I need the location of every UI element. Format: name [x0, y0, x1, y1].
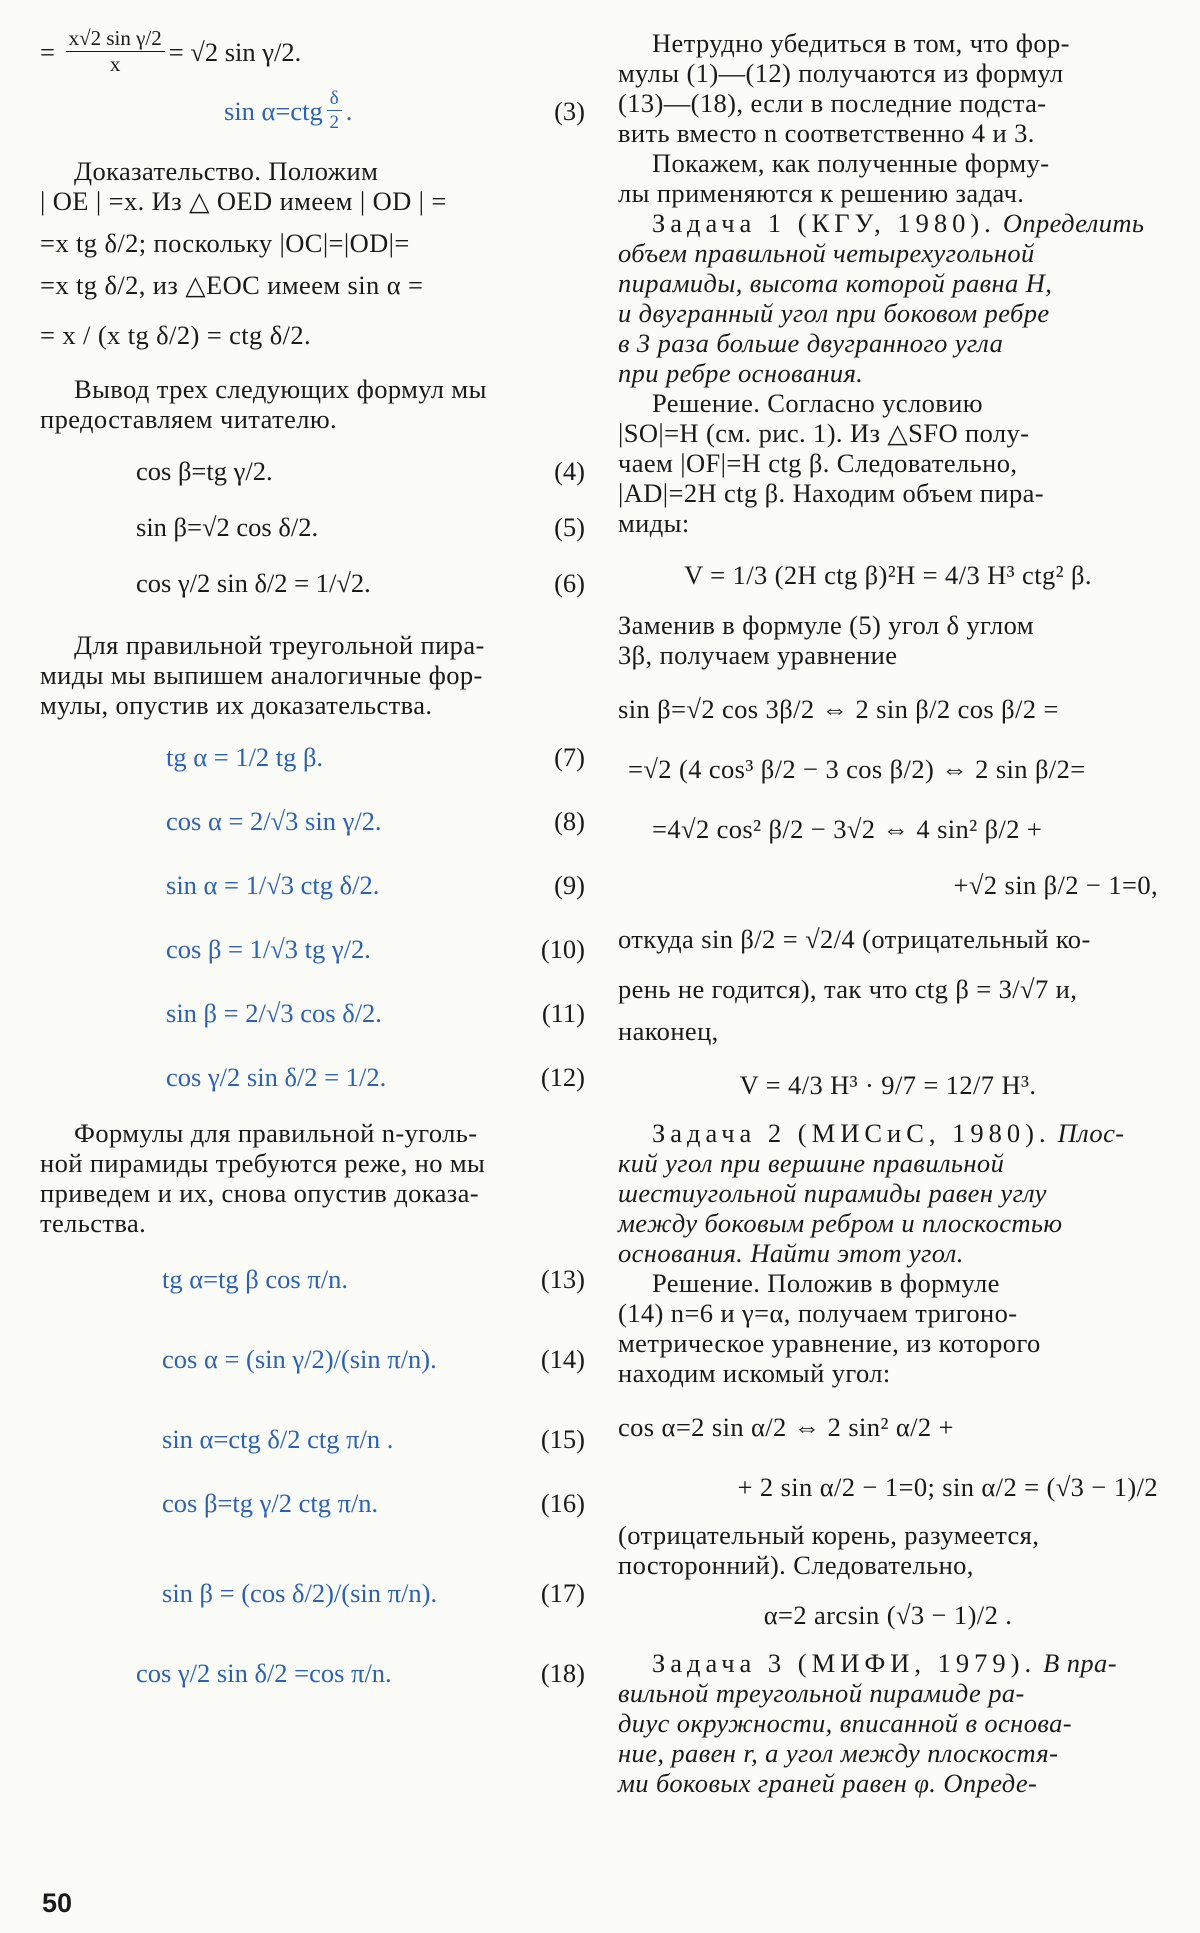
- para1-line-1: Вывод трех следующих формул мы: [74, 374, 487, 404]
- sol1-end-line-2: рень не годится), так что ctg β = 3/√7 и,: [618, 974, 1078, 1004]
- cos-equation-line-2: + 2 sin α/2 − 1=0; sin α/2 = (√3 − 1)/2: [737, 1472, 1158, 1502]
- equation-18: [40, 1658, 585, 1688]
- sol1-cont-line-1: Заменив в формуле (5) угол δ углом: [618, 610, 1034, 640]
- equation-16-text: cos β=tg γ/2 ctg π/n.: [162, 1488, 379, 1518]
- sol1-line-4: |AD|=2H ctg β. Находим объем пира-: [618, 478, 1044, 508]
- task2-line-4: между боковым ребром и плоскостью: [618, 1208, 1063, 1238]
- equation-17-text: sin β = (cos δ/2)/(sin π/n).: [162, 1578, 438, 1608]
- task3-heading: Задача 3 (МИФИ, 1979).: [652, 1648, 1037, 1678]
- equation-number-9: (9): [554, 870, 585, 900]
- equation-15: [40, 1424, 585, 1454]
- fraction-top: [66, 28, 165, 75]
- para3-line-2: ной пирамиды требуются реже, но мы: [40, 1148, 486, 1178]
- equation-7: [40, 742, 585, 772]
- equation-9-text: sin α = 1/√3 ctg δ/2.: [166, 870, 380, 900]
- task1-line-3: пирамиды, высота которой равна H,: [618, 268, 1053, 298]
- sol1-line-3: чаем |OF|=H ctg β. Следовательно,: [618, 448, 1018, 478]
- equation-number-3: (3): [554, 95, 585, 126]
- equation-number-11: (11): [541, 998, 585, 1028]
- task3-line-5: ми боковых граней равен φ. Опреде-: [618, 1768, 1038, 1798]
- sol2-line-4: находим искомый угол:: [618, 1358, 891, 1388]
- sol1-line-2: |SO|=H (см. рис. 1). Из △SFO полу-: [618, 418, 1030, 448]
- task1-heading: Задача 1 (КГУ, 1980).: [652, 208, 996, 238]
- task1-line-5: в 3 раза больше двугранного угла: [618, 328, 1004, 358]
- task1-line-2: объем правильной четырехугольной: [618, 238, 1035, 268]
- sol2-line-2: (14) n=6 и γ=α, получаем тригоно-: [618, 1298, 1018, 1328]
- sol1-end-line-1: откуда sin β/2 = √2/4 (отрицательный ко-: [618, 924, 1091, 954]
- sol2-line-3: метрическое уравнение, из которого: [618, 1328, 1041, 1358]
- task3-line-1: В пра-: [1043, 1648, 1117, 1678]
- sol2-end-line-2: посторонний). Следовательно,: [618, 1550, 974, 1580]
- equation-14-text: cos α = (sin γ/2)/(sin π/n).: [162, 1344, 437, 1374]
- proof-line-1: Доказательство. Положим: [74, 156, 379, 186]
- fraction-top-denominator: x: [109, 52, 121, 76]
- task3-line-3: диус окружности, вписанной в основа-: [618, 1708, 1072, 1738]
- equation-5: [40, 512, 585, 542]
- para3-line-3: приведем и их, снова опустив доказа-: [40, 1178, 480, 1208]
- cos-equation-line-1: cos α=2 sin α/2 ⇔ 2 sin² α/2 +: [618, 1412, 954, 1442]
- equation-7-text: tg α = 1/2 tg β.: [166, 742, 324, 772]
- equation-3: [40, 89, 585, 132]
- equation-number-10: (10): [540, 934, 585, 964]
- para2-line-1: Для правильной треугольной пира-: [74, 630, 485, 660]
- fraction-top-numerator: x√2 sin γ/2: [66, 28, 165, 52]
- para2-line-3: мулы, опустив их доказательства.: [40, 690, 433, 720]
- equation-number-4: (4): [554, 456, 585, 486]
- equation-14: [40, 1344, 585, 1374]
- equation-5-text: sin β=√2 cos δ/2.: [136, 512, 319, 542]
- equation-3-den: 2: [329, 112, 339, 133]
- equation-10-text: cos β = 1/√3 tg γ/2.: [166, 934, 371, 964]
- equation-number-15: (15): [540, 1424, 585, 1454]
- sol2-line-1: Решение. Положив в формуле: [652, 1268, 1000, 1298]
- equation-4: [40, 456, 585, 486]
- para2-line-2: миды мы выпишем аналогичные фор-: [40, 660, 483, 690]
- chain-line-4: +√2 sin β/2 − 1=0,: [953, 870, 1158, 900]
- equation-8: [40, 806, 585, 836]
- volume-equation-1: V = 1/3 (2H ctg β)²H = 4/3 H³ ctg² β.: [684, 560, 1092, 590]
- task2-line-1: Плос-: [1057, 1118, 1125, 1148]
- equation-18-text: cos γ/2 sin δ/2 =cos π/n.: [136, 1658, 392, 1688]
- equation-3-fraction: [327, 89, 342, 132]
- task2-line-2: кий угол при вершине правильной: [618, 1148, 1005, 1178]
- chain-line-3: =4√2 cos² β/2 − 3√2 ⇔ 4 sin² β/2 +: [652, 814, 1043, 844]
- equation-top: = $\frac{\text{x√2 sin γ/2}}{x}$ = √2 sin γ/2.: [40, 26, 302, 76]
- equation-9: [40, 870, 585, 900]
- para3-line-1: Формулы для правильной n-уголь-: [74, 1118, 478, 1148]
- equation-11: [40, 998, 585, 1028]
- task3-first-line: [618, 1648, 1158, 1678]
- equation-number-8: (8): [554, 806, 585, 836]
- equation-3-lhs: sin α=ctg: [224, 95, 323, 126]
- sol1-end-line-3: наконец,: [618, 1016, 719, 1046]
- equation-12: [40, 1062, 585, 1092]
- equation-8-text: cos α = 2/√3 sin γ/2.: [166, 806, 382, 836]
- equation-13-text: tg α=tg β cos π/n.: [162, 1264, 348, 1294]
- task2-heading: Задача 2 (МИСиС, 1980).: [652, 1118, 1051, 1148]
- equation-number-14: (14): [540, 1344, 585, 1374]
- equation-3-tail: .: [345, 95, 353, 126]
- equation-number-12: (12): [540, 1062, 585, 1092]
- proof-end-equation: = x / (x tg δ/2) = ctg δ/2.: [40, 320, 312, 350]
- equation-16: [40, 1488, 585, 1518]
- proof-line-3: =x tg δ/2; поскольку |OC|=|OD|=: [40, 228, 410, 258]
- right-column: [618, 28, 1158, 1798]
- para3-line-4: тельства.: [40, 1208, 147, 1238]
- sol1-cont-line-2: 3β, получаем уравнение: [618, 640, 898, 670]
- task1-first-line: [618, 208, 1158, 238]
- r-para1-line-1: Нетрудно убедиться в том, что фор-: [652, 28, 1070, 58]
- equation-6: [40, 568, 585, 598]
- equation-4-text: cos β=tg γ/2.: [136, 456, 273, 486]
- equation-17: [40, 1578, 585, 1608]
- task2-line-5: основания. Найти этот угол.: [618, 1238, 964, 1268]
- r-para1-line-3: (13)—(18), если в последние подста-: [618, 88, 1047, 118]
- equation-10: [40, 934, 585, 964]
- chain-line-2: =√2 (4 cos³ β/2 − 3 cos β/2) ⇔ 2 sin β/2=: [628, 754, 1086, 784]
- task2-line-3: шестиугольной пирамиды равен углу: [618, 1178, 1047, 1208]
- equation-number-6: (6): [554, 568, 585, 598]
- task2-first-line: [618, 1118, 1158, 1148]
- equation-number-17: (17): [540, 1578, 585, 1608]
- sol1-line-5: миды:: [618, 508, 690, 538]
- equation-number-5: (5): [554, 512, 585, 542]
- r-para1-line-4: вить вместо n соответственно 4 и 3.: [618, 118, 1035, 148]
- proof-line-2: | OE | =x. Из △ OED имеем | OD | =: [40, 186, 447, 216]
- equation-3-num: δ: [327, 89, 342, 111]
- chain-line-1: sin β=√2 cos 3β/2 ⇔ 2 sin β/2 cos β/2 =: [618, 694, 1059, 724]
- equation-number-13: (13): [540, 1264, 585, 1294]
- r-para1-line-5: Покажем, как полученные форму-: [652, 148, 1050, 178]
- equation-12-text: cos γ/2 sin δ/2 = 1/2.: [166, 1062, 387, 1092]
- equation-number-16: (16): [540, 1488, 585, 1518]
- equation-11-text: sin β = 2/√3 cos δ/2.: [166, 998, 382, 1028]
- para1-line-2: предоставляем читателю.: [40, 404, 338, 434]
- r-para1-line-2: мулы (1)—(12) получаются из формул: [618, 58, 1064, 88]
- page-number: 50: [42, 1888, 73, 1918]
- task1-line-6: при ребре основания.: [618, 358, 864, 388]
- equation-15-text: sin α=ctg δ/2 ctg π/n .: [162, 1424, 394, 1454]
- equation-number-18: (18): [540, 1658, 585, 1688]
- volume-equation-2: V = 4/3 H³ · 9/7 = 12/7 H³.: [739, 1070, 1037, 1100]
- left-column: [40, 28, 585, 1702]
- task1-line-4: и двугранный угол при боковом ребре: [618, 298, 1050, 328]
- alpha-equation: α=2 arcsin (√3 − 1)/2 .: [763, 1600, 1013, 1630]
- r-para1-line-6: лы применяются к решению задач.: [618, 178, 1025, 208]
- task1-line-1: Определить: [1002, 208, 1145, 238]
- task3-line-4: ние, равен r, а угол между плоскостя-: [618, 1738, 1059, 1768]
- equation-number-7: (7): [554, 742, 585, 772]
- sol2-end-line-1: (отрицательный корень, разумеется,: [618, 1520, 1040, 1550]
- proof-line-4: =x tg δ/2, из △EOC имеем sin α =: [40, 270, 424, 300]
- equation-6-text: cos γ/2 sin δ/2 = 1/√2.: [136, 568, 371, 598]
- equation-13: [40, 1264, 585, 1294]
- equation-top-rhs: = √2 sin γ/2.: [168, 36, 302, 67]
- task3-line-2: вильной треугольной пирамиде ра-: [618, 1678, 1025, 1708]
- sol1-line-1: Решение. Согласно условию: [652, 388, 983, 418]
